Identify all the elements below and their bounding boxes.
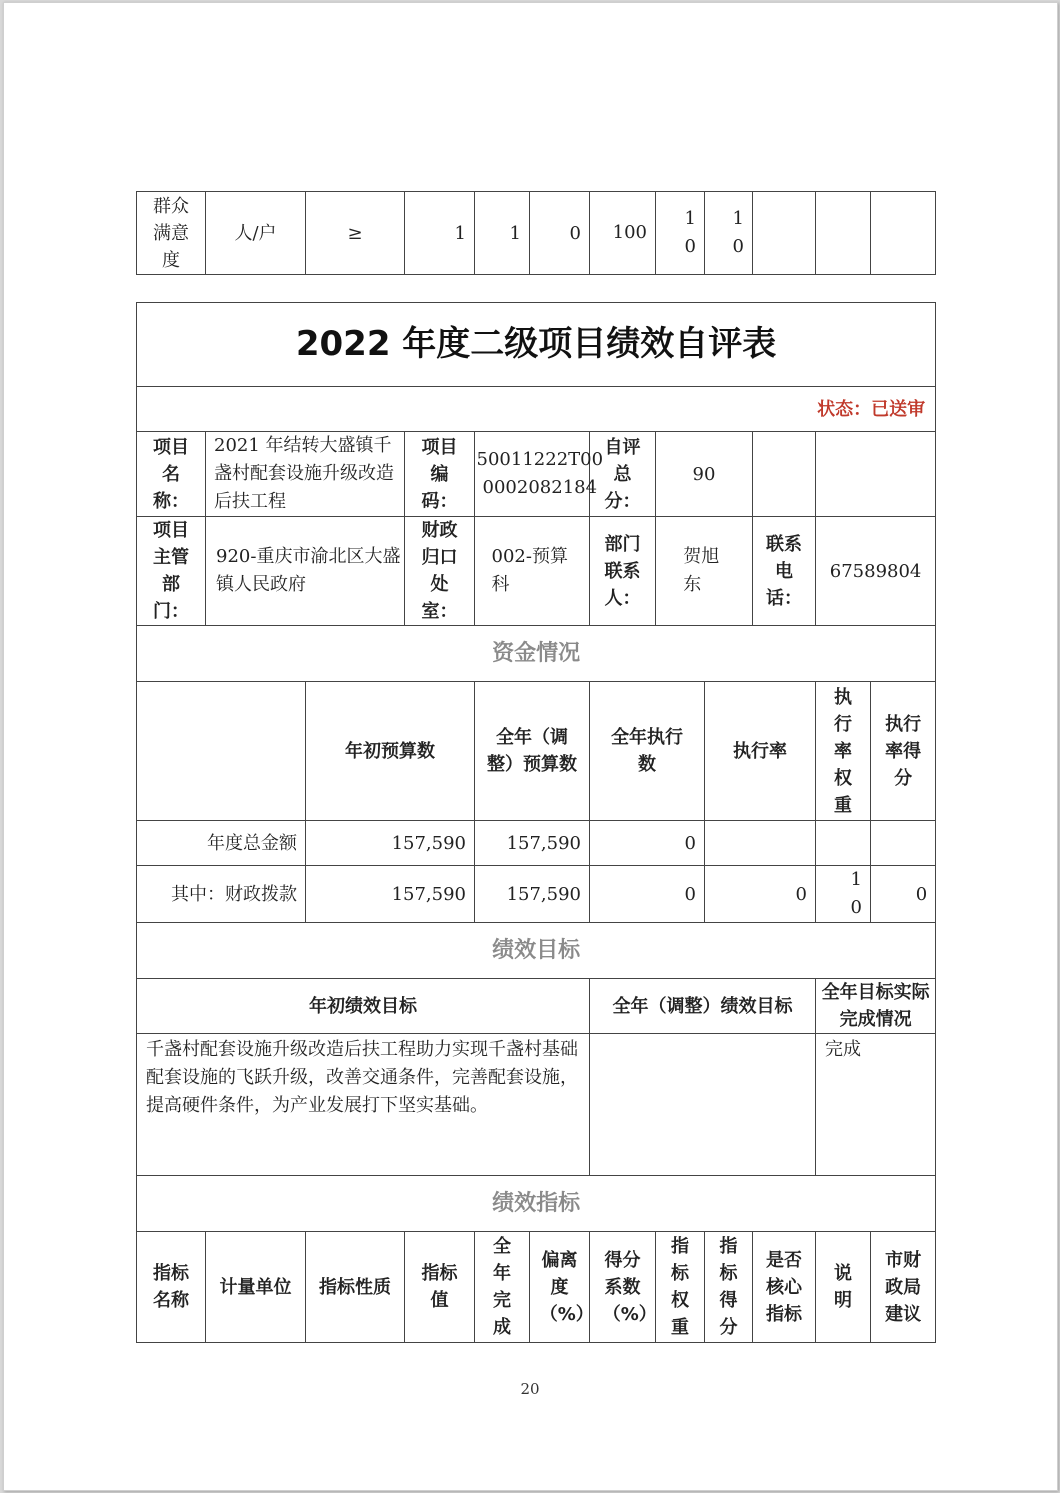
page-number: 20 — [520, 1380, 540, 1398]
dept-value: 920-重庆市渝北区大盛镇人民政府 — [206, 517, 405, 626]
self-evaluation-table — [136, 302, 936, 1343]
project-name-label: 项目名称： — [137, 432, 206, 517]
funds-header-budget: 年初预算数 — [306, 682, 475, 821]
ind-header-coef: 得分系数（%） — [590, 1232, 656, 1343]
suggestion-cell — [871, 192, 936, 275]
score-cell: 10 — [705, 192, 753, 275]
funds-row-budget: 157,590 — [306, 866, 475, 923]
funds-row-rate — [705, 821, 816, 866]
funds-row-weight — [816, 821, 871, 866]
funds-header-blank — [137, 682, 306, 821]
ind-header-name: 指标名称 — [137, 1232, 206, 1343]
funds-header-rate: 执行率 — [705, 682, 816, 821]
weight-cell: 10 — [656, 192, 705, 275]
table-row — [137, 821, 936, 866]
contact-label: 部门联系人： — [590, 517, 656, 626]
goals-header-adjusted: 全年（调整）绩效目标 — [590, 979, 816, 1034]
self-score-label: 自评总分： — [590, 432, 656, 517]
dept-label: 项目主管部门： — [137, 517, 206, 626]
goals-actual-text: 完成 — [816, 1034, 936, 1176]
ind-header-weight: 指标权重 — [656, 1232, 705, 1343]
core-cell — [753, 192, 816, 275]
ind-header-nature: 指标性质 — [306, 1232, 405, 1343]
contact-value: 贺旭东 — [656, 517, 753, 626]
funds-header-executed: 全年执行数 — [590, 682, 705, 821]
ind-header-value: 指标值 — [405, 1232, 475, 1343]
ind-header-suggestion: 市财政局建议 — [871, 1232, 936, 1343]
funds-row-label: 年度总金额 — [137, 821, 306, 866]
status-badge: 状态：已送审 — [137, 387, 936, 432]
funds-row-budget: 157,590 — [306, 821, 475, 866]
funds-header-adjusted: 全年（调整）预算数 — [475, 682, 590, 821]
ind-header-completion: 全年完成 — [475, 1232, 530, 1343]
project-code-label: 项目编码： — [405, 432, 475, 517]
funds-header-score: 执行率得分 — [871, 682, 936, 821]
blank-cell — [816, 432, 936, 517]
funds-row-label: 其中：财政拨款 — [137, 866, 306, 923]
ind-header-note: 说明 — [816, 1232, 871, 1343]
finance-label: 财政归口处室： — [405, 517, 475, 626]
coef-cell: 100 — [590, 192, 656, 275]
funds-row-executed: 0 — [590, 866, 705, 923]
completion-cell: 1 — [475, 192, 530, 275]
self-score-value: 90 — [656, 432, 753, 517]
table-row — [137, 866, 936, 923]
funds-row-rate: 0 — [705, 866, 816, 923]
phone-value: 67589804 — [816, 517, 936, 626]
goals-initial-text: 千盏村配套设施升级改造后扶工程助力实现千盏村基础配套设施的飞跃升级，改善交通条件，完善配套设施，提高硬件条件，为产业发展打下坚实基础。 — [137, 1034, 590, 1176]
blank-cell — [753, 432, 816, 517]
carryover-table — [136, 191, 936, 275]
funds-row-score: 0 — [871, 866, 936, 923]
page-title: 2022 年度二级项目绩效自评表 — [137, 303, 936, 387]
goals-adjusted-text — [590, 1034, 816, 1176]
ind-header-score: 指标得分 — [705, 1232, 753, 1343]
indicator-name-cell: 群众满意度 — [137, 192, 206, 275]
funds-row-score — [871, 821, 936, 866]
funds-row-adjusted: 157,590 — [475, 821, 590, 866]
goals-section-title: 绩效目标 — [137, 923, 936, 979]
project-name-value: 2021 年结转大盛镇千盏村配套设施升级改造后扶工程 — [206, 432, 405, 517]
nature-cell: ≥ — [306, 192, 405, 275]
note-cell — [816, 192, 871, 275]
funds-row-adjusted: 157,590 — [475, 866, 590, 923]
funds-header-weight: 执行率权重 — [816, 682, 871, 821]
value-cell: 1 — [405, 192, 475, 275]
phone-label: 联系电话： — [753, 517, 816, 626]
goals-header-initial: 年初绩效目标 — [137, 979, 590, 1034]
unit-cell: 人/户 — [206, 192, 306, 275]
funds-row-weight: 10 — [816, 866, 871, 923]
ind-header-core: 是否核心指标 — [753, 1232, 816, 1343]
deviation-cell: 0 — [530, 192, 590, 275]
funds-section-title: 资金情况 — [137, 626, 936, 682]
project-code-value: 50011222T000002082184 — [475, 432, 590, 517]
funds-row-executed: 0 — [590, 821, 705, 866]
ind-header-deviation: 偏离度（%） — [530, 1232, 590, 1343]
goals-header-actual: 全年目标实际完成情况 — [816, 979, 936, 1034]
indicators-section-title: 绩效指标 — [137, 1176, 936, 1232]
ind-header-unit: 计量单位 — [206, 1232, 306, 1343]
finance-value: 002-预算科 — [475, 517, 590, 626]
